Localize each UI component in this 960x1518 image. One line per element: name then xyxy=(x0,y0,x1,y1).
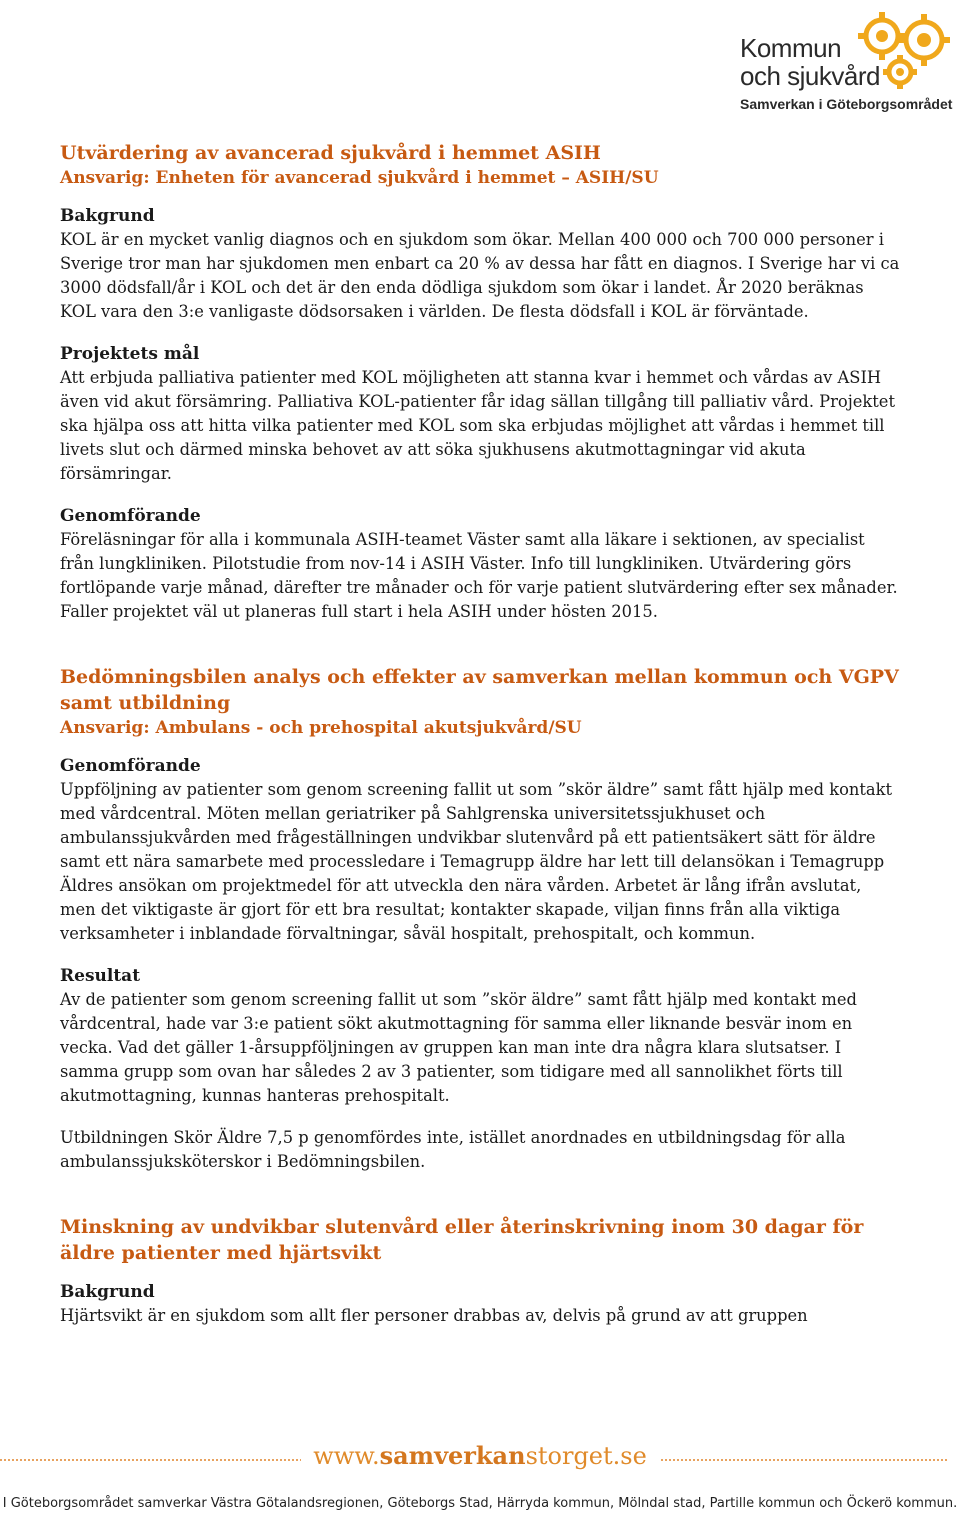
subheading: Bakgrund xyxy=(60,206,155,226)
section-title: Minskning av undvikbar slutenvård eller återinskrivning inom 30 dagar för äldre patienter med hjärtsvikt xyxy=(60,1216,864,1264)
logo xyxy=(740,6,960,124)
paragraph: Av de patienter som genom screening fallit ut som ”skör äldre” samt fått hjälp med kontakt med vårdcentral, hade var 3:e patient sökt akutmottagning för samma eller liknande besvär inom en vecka. Vad det gäller 1-årsuppföljningen av gruppen kan man inte dra några klara slutsatser. I samma grupp som ovan har således 2 av 3 patienter, som tidigare med all sannolikhet förts till akutmottagning, kunnas hanteras prehospitalt. xyxy=(60,990,857,1105)
url-bold: samverkan xyxy=(379,1441,526,1470)
document-body xyxy=(60,140,900,1368)
logo-tagline: Samverkan i Göteborgsområdet xyxy=(740,96,953,112)
section-responsible: Ansvarig: Enheten för avancerad sjukvård i hemmet – ASIH/SU xyxy=(60,168,659,188)
paragraph: Uppföljning av patienter som genom screening fallit ut som ”skör äldre” samt fått hjälp med kontakt med vårdcentral. Möten mellan geriatriker på Sahlgrenska universitetssjukhuset och ambulanssjukvården med frågeställningen undvikbar slutenvård på ett patientsäkert sätt för äldre samt ett nära samarbete med processledare i Temagrupp äldre har lett till delansökan i Temagrupp Äldres ansökan om projektmedel för att utveckla den nära vården. Arbetet är lång ifrån avslutat, men det viktigaste är gjort för ett bra resultat; kontakter skapade, viljan finns från alla viktiga verksamheter i inblandade förvaltningar, såväl hospitalt, prehospitalt, och kommun. xyxy=(60,780,893,943)
section-responsible: Ansvarig: Ambulans - och prehospital akutsjukvård/SU xyxy=(60,718,582,738)
paragraph: Föreläsningar för alla i kommunala ASIH-teamet Väster samt alla läkare i sektionen, av specialist från lungkliniken. Pilotstudie from nov-14 i ASIH Väster. Info till lungkliniken. Utvärdering görs fortlöpande varje månad, därefter tre månader och för varje patient slutvärdering efter sex månader. Faller projektet väl ut planeras full start i hela ASIH under hösten 2015. xyxy=(60,530,898,621)
paragraph: Utbildningen Skör Äldre 7,5 p genomfördes inte, istället anordnades en utbildningsdag för alla ambulanssjuksköterskor i Bedömningsbilen. xyxy=(60,1128,846,1171)
section-title: Bedömningsbilen analys och effekter av samverkan mellan kommun och VGPV samt utbildning xyxy=(60,666,899,714)
footer-url[interactable] xyxy=(0,1441,960,1470)
section-hjartsvikt xyxy=(60,1214,900,1328)
logo-line2: och sjukvård xyxy=(740,61,880,91)
section-bedomningsbilen xyxy=(60,664,900,1174)
paragraph: KOL är en mycket vanlig diagnos och en sjukdom som ökar. Mellan 400 000 och 700 000 personer i Sverige tror man har sjukdomen men enbart ca 20 % av dessa har fått en diagnos. I Sverige har vi ca 3000 dödsfall/år i KOL och det är den enda dödliga sjukdom som ökar i landet. År 2020 beräknas KOL vara den 3:e vanligaste dödsorsaken i världen. De flesta dödsfall i KOL är förväntade. xyxy=(60,230,900,321)
subheading: Projektets mål xyxy=(60,344,200,364)
paragraph: Hjärtsvikt är en sjukdom som allt fler personer drabbas av, delvis på grund av att gruppen xyxy=(60,1306,808,1325)
logo-text xyxy=(740,34,952,112)
subheading: Bakgrund xyxy=(60,1282,155,1302)
url-suffix: storget.se xyxy=(525,1442,647,1470)
logo-line1: Kommun xyxy=(740,33,842,63)
section-asih xyxy=(60,140,900,624)
section-title: Utvärdering av avancerad sjukvård i hemmet ASIH xyxy=(60,142,601,164)
subheading: Genomförande xyxy=(60,756,201,776)
paragraph: Att erbjuda palliativa patienter med KOL möjligheten att stanna kvar i hemmet och vårdas av ASIH även vid akut försämring. Palliativa KOL-patienter får idag sällan tillgång till palliativ vård. Projektet ska hjälpa oss att hitta vilka patienter med KOL som ska erbjudas möjlighet att vårdas i hemmet till livets slut och därmed minska behovet av att söka sjukhusens akutmottagningar vid akuta försämringar. xyxy=(60,368,895,483)
url-prefix: www. xyxy=(313,1442,380,1470)
subheading: Resultat xyxy=(60,966,141,986)
subheading: Genomförande xyxy=(60,506,201,526)
footer-note: I Göteborgsområdet samverkar Västra Götalandsregionen, Göteborgs Stad, Härryda kommun, Mölndal stad, Partille kommun och Öckerö kommun. xyxy=(2,1496,958,1511)
